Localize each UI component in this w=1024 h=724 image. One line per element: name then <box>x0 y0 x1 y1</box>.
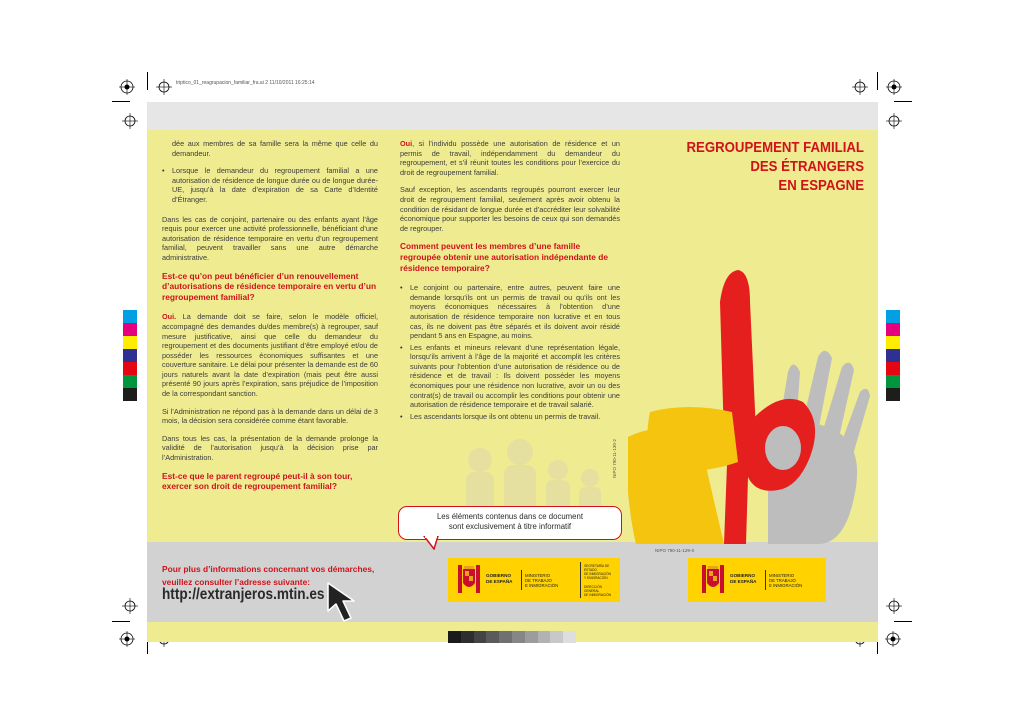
list-item: • Le conjoint ou partenaire, entre autres, peuvent faire une demande lorsqu’ils ont un permis de travail ou qu’ils ont les moyens économiques nécessaires à l’obtention d’une autorisation de résidence temporaire non lucrative et en tous cas, ils ne doivent pas être séparés et ils doivent avoir résidé pendant 5 ans en Espagne, au moins. <box>400 283 620 341</box>
paragraph-lead: Oui. <box>162 312 177 322</box>
secretaria-label <box>584 564 620 597</box>
paragraph: Dans les cas de conjoint, partenaire ou des enfants ayant l’âge requis pour exercer une activité professionnelle, bénéficiant d’une autorisation de résidence temporaire en vertu d’un regroupement familial, peuvent travailler sans une autre démarche administrative. <box>162 214 378 262</box>
paragraph-lead: Oui <box>400 139 413 148</box>
hand-gesture-illustration <box>628 262 878 544</box>
section-heading: Comment peuvent les membres d’une famille regroupée obtenir une autorisation indépendante de résidence temporaire? <box>400 241 609 273</box>
column-2 <box>400 139 620 423</box>
title-line: EN ESPAGNE <box>778 177 864 194</box>
registration-mark-icon <box>122 598 138 614</box>
section-heading: Est-ce qu’on peut bénéficier d’un renouvellement d’autorisations de résidence temporaire en vertu d’un regroupement familial? <box>162 270 377 302</box>
ministerio-label <box>525 573 558 589</box>
logo-text: GENERAL <box>584 589 600 593</box>
logo-text: DE INMIGRACIÓN <box>584 572 611 576</box>
logo-text: E INMIGRACIÓN <box>525 583 559 589</box>
registration-mark-icon <box>886 113 902 129</box>
logo-text: DE TRABAJO <box>525 578 552 584</box>
bullet-list <box>162 166 378 204</box>
gobierno-label <box>730 573 756 584</box>
spanish-coat-of-arms-icon <box>700 565 726 595</box>
crop-mark <box>147 72 148 90</box>
logo-text: GOBIERNO <box>486 573 512 578</box>
bullet-list <box>400 283 620 421</box>
paragraph <box>400 139 620 177</box>
callout-line: Les éléments contenus dans ce document <box>436 512 584 521</box>
list-item: • Les ascendants lorsque ils ont obtenu un permis de travail. <box>400 412 620 422</box>
logo-divider <box>765 570 766 590</box>
crop-mark <box>894 621 912 622</box>
logo-text: GOBIERNO <box>730 573 756 578</box>
logo-text: E INMIGRACIÓN <box>769 583 803 589</box>
ministerio-label <box>769 573 802 589</box>
registration-mark-icon <box>852 79 868 95</box>
logo-text: SECRETARÍA DE ESTADO <box>584 564 610 572</box>
government-logo-block <box>688 558 826 602</box>
top-band <box>147 102 878 130</box>
logo-text: MINISTERIO <box>769 573 795 578</box>
paragraph: Dans tous les cas, la présentation de la demande prolonge la validité de l’autorisation jusqu’à la décision prise par l’Administration. <box>162 433 378 463</box>
logo-divider <box>580 562 581 598</box>
info-line: Pour plus d’informations concernant vos démarches, <box>162 564 375 574</box>
section-heading: Est-ce que le parent regroupé peut-il à son tour, exercer son droit de regroupement familial? <box>162 470 353 492</box>
logo-text: DIRECCIÓN <box>584 585 602 589</box>
title-line: DES ÉTRANGERS <box>750 158 864 175</box>
print-slug: triptico_01_reagrupacion_familiar_fra.ai 2 11/10/2011 16:25:14 <box>176 80 315 86</box>
government-logo-block <box>448 558 620 602</box>
crop-mark <box>877 72 878 90</box>
registration-mark-icon <box>119 79 135 95</box>
column-1 <box>162 139 378 502</box>
nipo-code-vertical: NIPO 790-11-130-2 <box>612 439 617 478</box>
paragraph-continuation: dée aux membres de sa famille sera la même que celle du demandeur. <box>172 139 378 158</box>
paragraph-body: , si l’individu possède une autorisation de résidence et un permis de travail, indépendamment du demandeur du regroupement, et s’il réunit toutes les conditions pour l’exercice du droit de regroupement familial. <box>400 139 620 177</box>
logo-text: DE INMIGRACIÓN <box>584 593 611 597</box>
paragraph: Si l’Administration ne répond pas à la demande dans un délai de 3 mois, la décision sera considérée comme étant favorable. <box>162 406 378 426</box>
callout-tail <box>420 536 450 550</box>
gobierno-label <box>486 573 512 584</box>
logo-text: MINISTERIO <box>525 573 551 578</box>
color-calibration-bar <box>886 310 900 401</box>
spanish-coat-of-arms-icon <box>456 565 482 595</box>
arrow-cursor-icon <box>326 581 370 627</box>
grey-calibration-bar <box>448 631 576 643</box>
callout-line: sont exclusivement à titre informatif <box>448 521 572 531</box>
registration-mark-icon <box>119 631 135 647</box>
registration-mark-icon <box>886 598 902 614</box>
paragraph <box>162 312 378 398</box>
disclaimer-callout <box>398 506 622 540</box>
registration-mark-icon <box>885 631 901 647</box>
registration-mark-icon <box>886 79 902 95</box>
logo-text: DE ESPAÑA <box>730 578 757 584</box>
logo-divider <box>521 570 522 590</box>
paragraph: Sauf exception, les ascendants regroupés pourront exercer leur droit de regroupement familial, seulement après avoir obtenu la condition de résidant de longue durée et d’accréditer leur solvabilité économique pour supporter les besoins de ceux qui son demandés de regrouper. <box>400 185 620 233</box>
logo-text: Y EMIGRACIÓN <box>584 576 608 580</box>
title-line: REGROUPEMENT FAMILIAL <box>686 139 864 156</box>
website-url[interactable]: http://extranjeros.mtin.es <box>162 586 325 603</box>
crop-mark <box>112 621 130 622</box>
info-line: veuillez consulter l’adresse suivante: <box>162 576 311 587</box>
list-item: • Lorsque le demandeur du regroupement familial a une autorisation de résidence de longue durée ou de longue durée-UE, jusqu’à la date d’expiration de sa Carte d’Identité d’Étranger. <box>162 166 378 204</box>
paragraph-body: La demande doit se faire, selon le modèle officiel, accompagné des demandes du/des membre(s) à regrouper, sauf mesure justificative, ainsi que celle du demandeur du regroupement et des documents justifiant d’être employé et/ou de posséder les ressources économiques suffisantes et une couverture sanitaire. Le délai pour présenter la demande est de 60 jours naturels avant la date d’expiration (mais peut être aussi présenté 90 jours après l’expiration, sans préjudice de l’imposition de la correspondant sanction. <box>162 312 378 399</box>
brochure-title <box>640 138 864 195</box>
list-item: • Les enfants et mineurs relevant d’une représentation légale, lorsqu’ils arrivent à l’âge de la majorité et accomplit les critères suivants pour l’obtention d’une autorisation de résidence ou de résidence et de travail : Ils doivent posséder les moyens économiques pour une résidence non lucrative, avoir un ou des contrat(s) de travail ou accomplir les conditions pour obtenir une autorisation de résidence temporaire et de travail salarié. <box>400 343 620 410</box>
nipo-code: NIPO 790-11-129-X <box>655 548 695 553</box>
website-link[interactable] <box>162 586 353 604</box>
registration-mark-icon <box>122 113 138 129</box>
crop-mark <box>112 101 130 102</box>
registration-mark-icon <box>156 79 172 95</box>
crop-mark <box>894 101 912 102</box>
color-calibration-bar <box>123 310 137 401</box>
logo-text: DE TRABAJO <box>769 578 796 584</box>
logo-text: DE ESPAÑA <box>486 578 513 584</box>
